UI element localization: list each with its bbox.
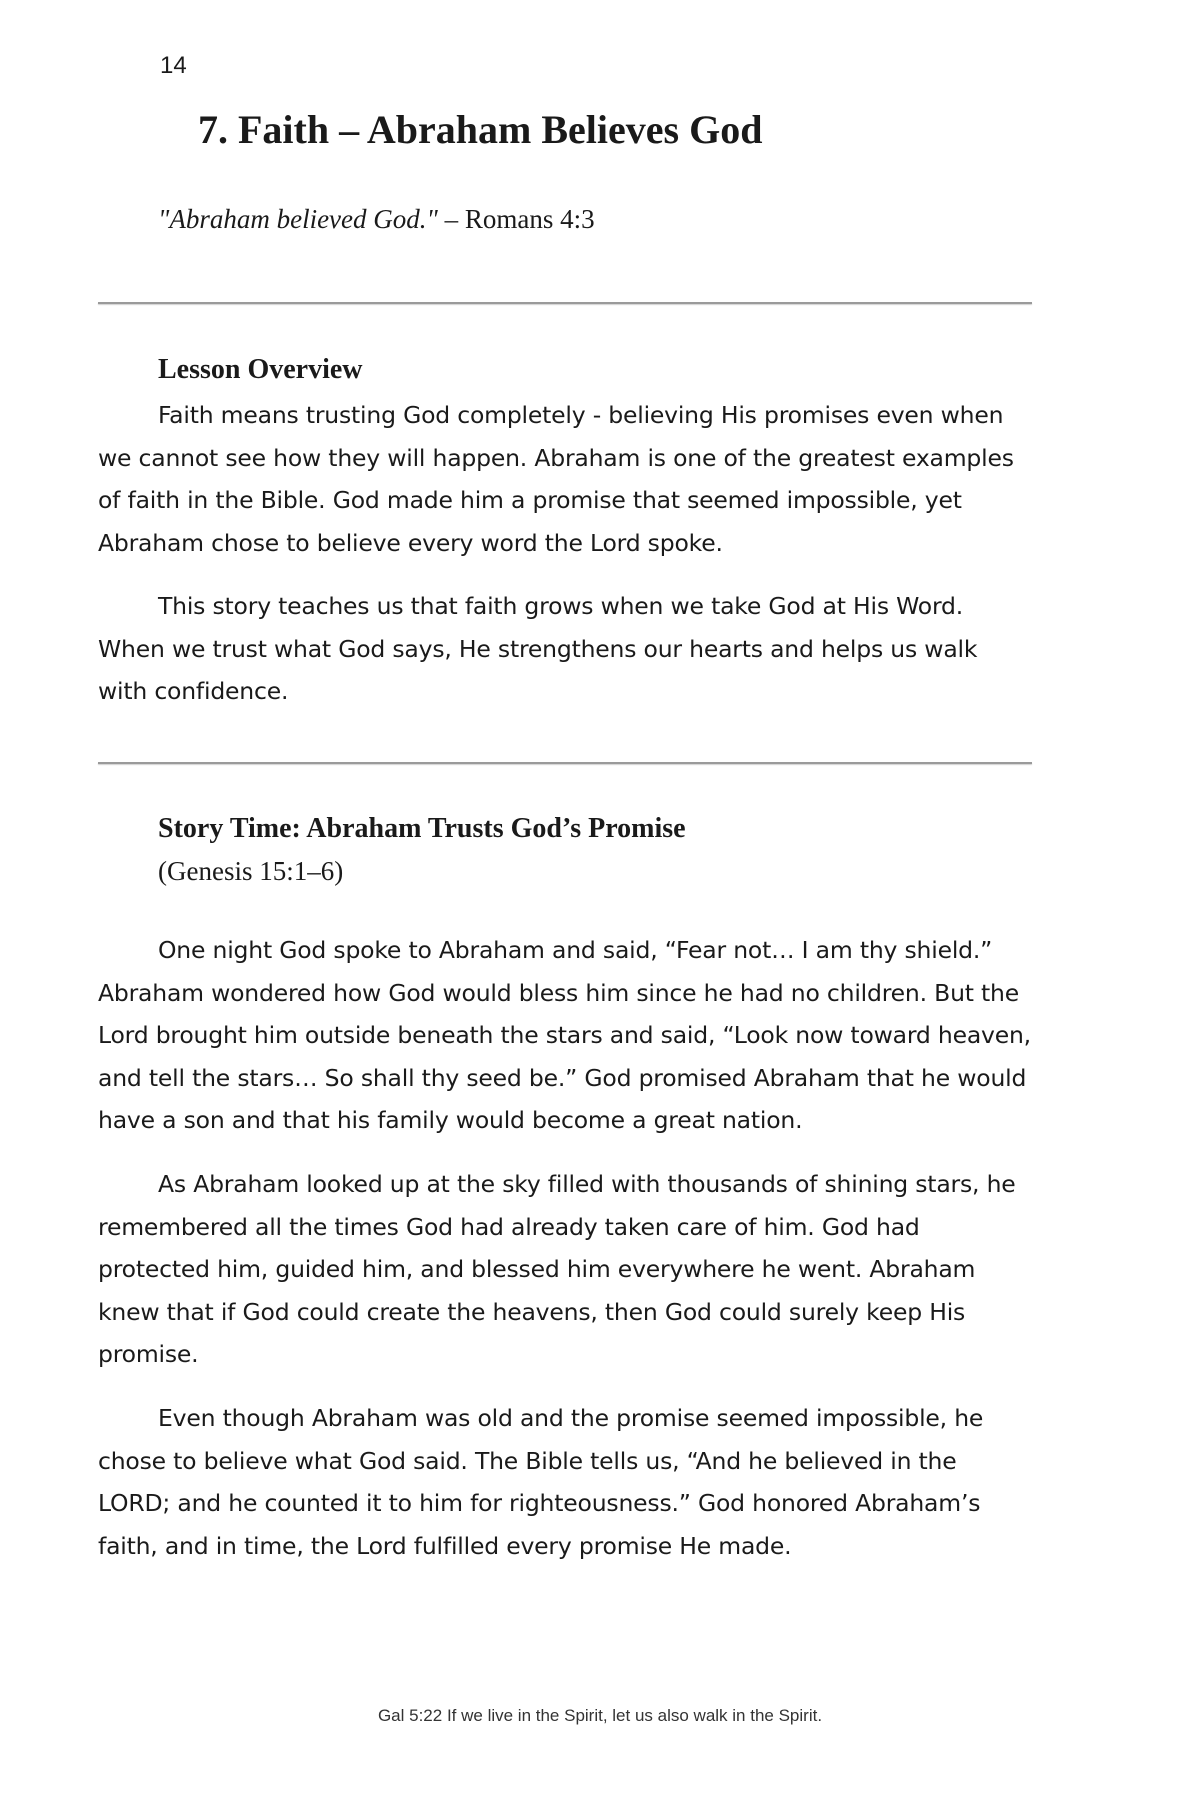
story-heading: Story Time: Abraham Trusts God’s Promise <box>158 813 686 844</box>
overview-paragraph: Faith means trusting God completely - believing His promises even when we cannot see how they will happen. Abraham is one of the greatest examples of faith in the Bible. God made him a promise that seemed impossible, yet Abraham chose to believe every word the Lord spoke. <box>98 401 1014 557</box>
lesson-overview-heading: Lesson Overview <box>158 354 363 385</box>
chapter-title: 7. Faith – Abraham Believes God <box>198 107 763 152</box>
divider-top <box>98 302 1032 304</box>
overview-paragraph: This story teaches us that faith grows when we take God at His Word. When we trust what God says, He strengthens our hearts and helps us walk with confidence. <box>98 592 978 705</box>
story-paragraph: As Abraham looked up at the sky filled with thousands of shining stars, he remembered all the times God had already taken care of him. God had protected him, guided him, and blessed him everywhere he went. Abraham knew that if God could create the heavens, then God could surely keep His promise. <box>98 1170 1016 1368</box>
story-scripture-reference: (Genesis 15:1–6) <box>158 856 344 886</box>
story-paragraph: Even though Abraham was old and the promise seemed impossible, he chose to believe what God said. The Bible tells us, “And he believed in the LORD; and he counted it to him for righteousness.” God honored Abraham’s faith, and in time, the Lord fulfilled every promise He made. <box>98 1404 984 1560</box>
page-footer: Gal 5:22 If we live in the Spirit, let us also walk in the Spirit. <box>377 1706 823 1725</box>
story-paragraph: One night God spoke to Abraham and said, “Fear not… I am thy shield.” Abraham wondered how God would bless him since he had no children. But the Lord brought him outside beneath the stars and said, “Look now toward heaven, and tell the stars… So shall thy seed be.” God promised Abraham that he would have a son and that his family would become a great nation. <box>98 936 1031 1134</box>
divider-middle <box>98 762 1032 764</box>
epigraph-citation: – Romans 4:3 <box>437 204 595 234</box>
epigraph-quote: "Abraham believed God." <box>158 204 438 234</box>
page-number: 14 <box>160 52 187 79</box>
epigraph <box>158 204 595 235</box>
